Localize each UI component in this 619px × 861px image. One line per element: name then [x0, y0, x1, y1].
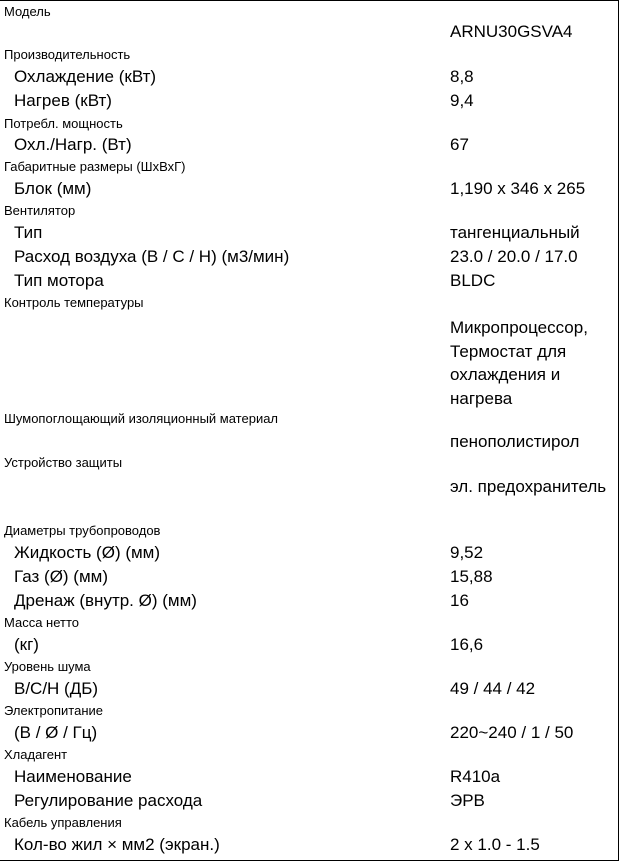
dimensions-value: 1,190 x 346 x 265: [450, 179, 586, 198]
gas-value: 15,88: [450, 567, 493, 586]
supply-label: (В / Ø / Гц): [14, 723, 98, 742]
section-pipes: Диаметры трубопроводов: [4, 523, 161, 538]
drain-label: Дренаж (внутр. Ø) (мм): [14, 591, 197, 610]
section-supply: Электропитание: [4, 703, 103, 718]
power-label: Охл./Нагр. (Вт): [14, 135, 132, 154]
liquid-value: 9,52: [450, 543, 484, 562]
gas-label: Газ (Ø) (мм): [14, 567, 108, 586]
noise-value: 49 / 44 / 42: [450, 679, 536, 698]
fan-type-value: тангенциальный: [450, 223, 580, 242]
frame-top-border: [0, 0, 619, 1]
section-refrigerant: Хладагент: [4, 747, 68, 762]
section-noise: Уровень шума: [4, 659, 91, 674]
cable-value: 2 x 1.0 - 1.5: [450, 835, 540, 854]
insulation-value: пенополистирол: [450, 432, 580, 451]
heating-label: Нагрев (кВт): [14, 91, 112, 110]
temp-control-value: Микропроцессор, Термостат для охлаждения и нагрева: [450, 318, 588, 408]
weight-value: 16,6: [450, 635, 484, 654]
section-protection: Устройство защиты: [4, 455, 123, 470]
airflow-value: 23.0 / 20.0 / 17.0: [450, 247, 578, 266]
protection-value: эл. предохранитель: [450, 477, 607, 496]
section-dimensions: Габаритные размеры (ШхВхГ): [4, 159, 186, 174]
weight-label: (кг): [14, 635, 39, 654]
cable-label: Кол-во жил × мм2 (экран.): [14, 835, 220, 854]
section-temp-control: Контроль температуры: [4, 295, 144, 310]
liquid-label: Жидкость (Ø) (мм): [14, 543, 161, 562]
model-value: ARNU30GSVA4: [450, 22, 573, 41]
section-model: Модель: [4, 4, 51, 19]
motor-label: Тип мотора: [14, 271, 104, 290]
refrigerant-control-label: Регулирование расхода: [14, 791, 203, 810]
power-value: 67: [450, 135, 469, 154]
dimensions-label: Блок (мм): [14, 179, 92, 198]
drain-value: 16: [450, 591, 469, 610]
fan-type-label: Тип: [14, 223, 43, 242]
refrigerant-control-value: ЭРВ: [450, 791, 485, 810]
section-weight: Масса нетто: [4, 615, 80, 630]
section-cable: Кабель управления: [4, 815, 122, 830]
noise-label: В/С/Н (ДБ): [14, 679, 99, 698]
cooling-value: 8,8: [450, 67, 474, 86]
airflow-label: Расход воздуха (В / С / Н) (м3/мин): [14, 247, 290, 266]
section-insulation: Шумопоглощающий изоляционный материал: [4, 411, 279, 426]
cooling-label: Охлаждение (кВт): [14, 67, 157, 86]
section-performance: Производительность: [4, 47, 131, 62]
section-power: Потребл. мощность: [4, 116, 123, 131]
refrigerant-name-label: Наименование: [14, 767, 132, 786]
heating-value: 9,4: [450, 91, 474, 110]
refrigerant-name-value: R410a: [450, 767, 501, 786]
section-fan: Вентилятор: [4, 203, 76, 218]
motor-value: BLDC: [450, 271, 496, 290]
supply-value: 220~240 / 1 / 50: [450, 723, 574, 742]
